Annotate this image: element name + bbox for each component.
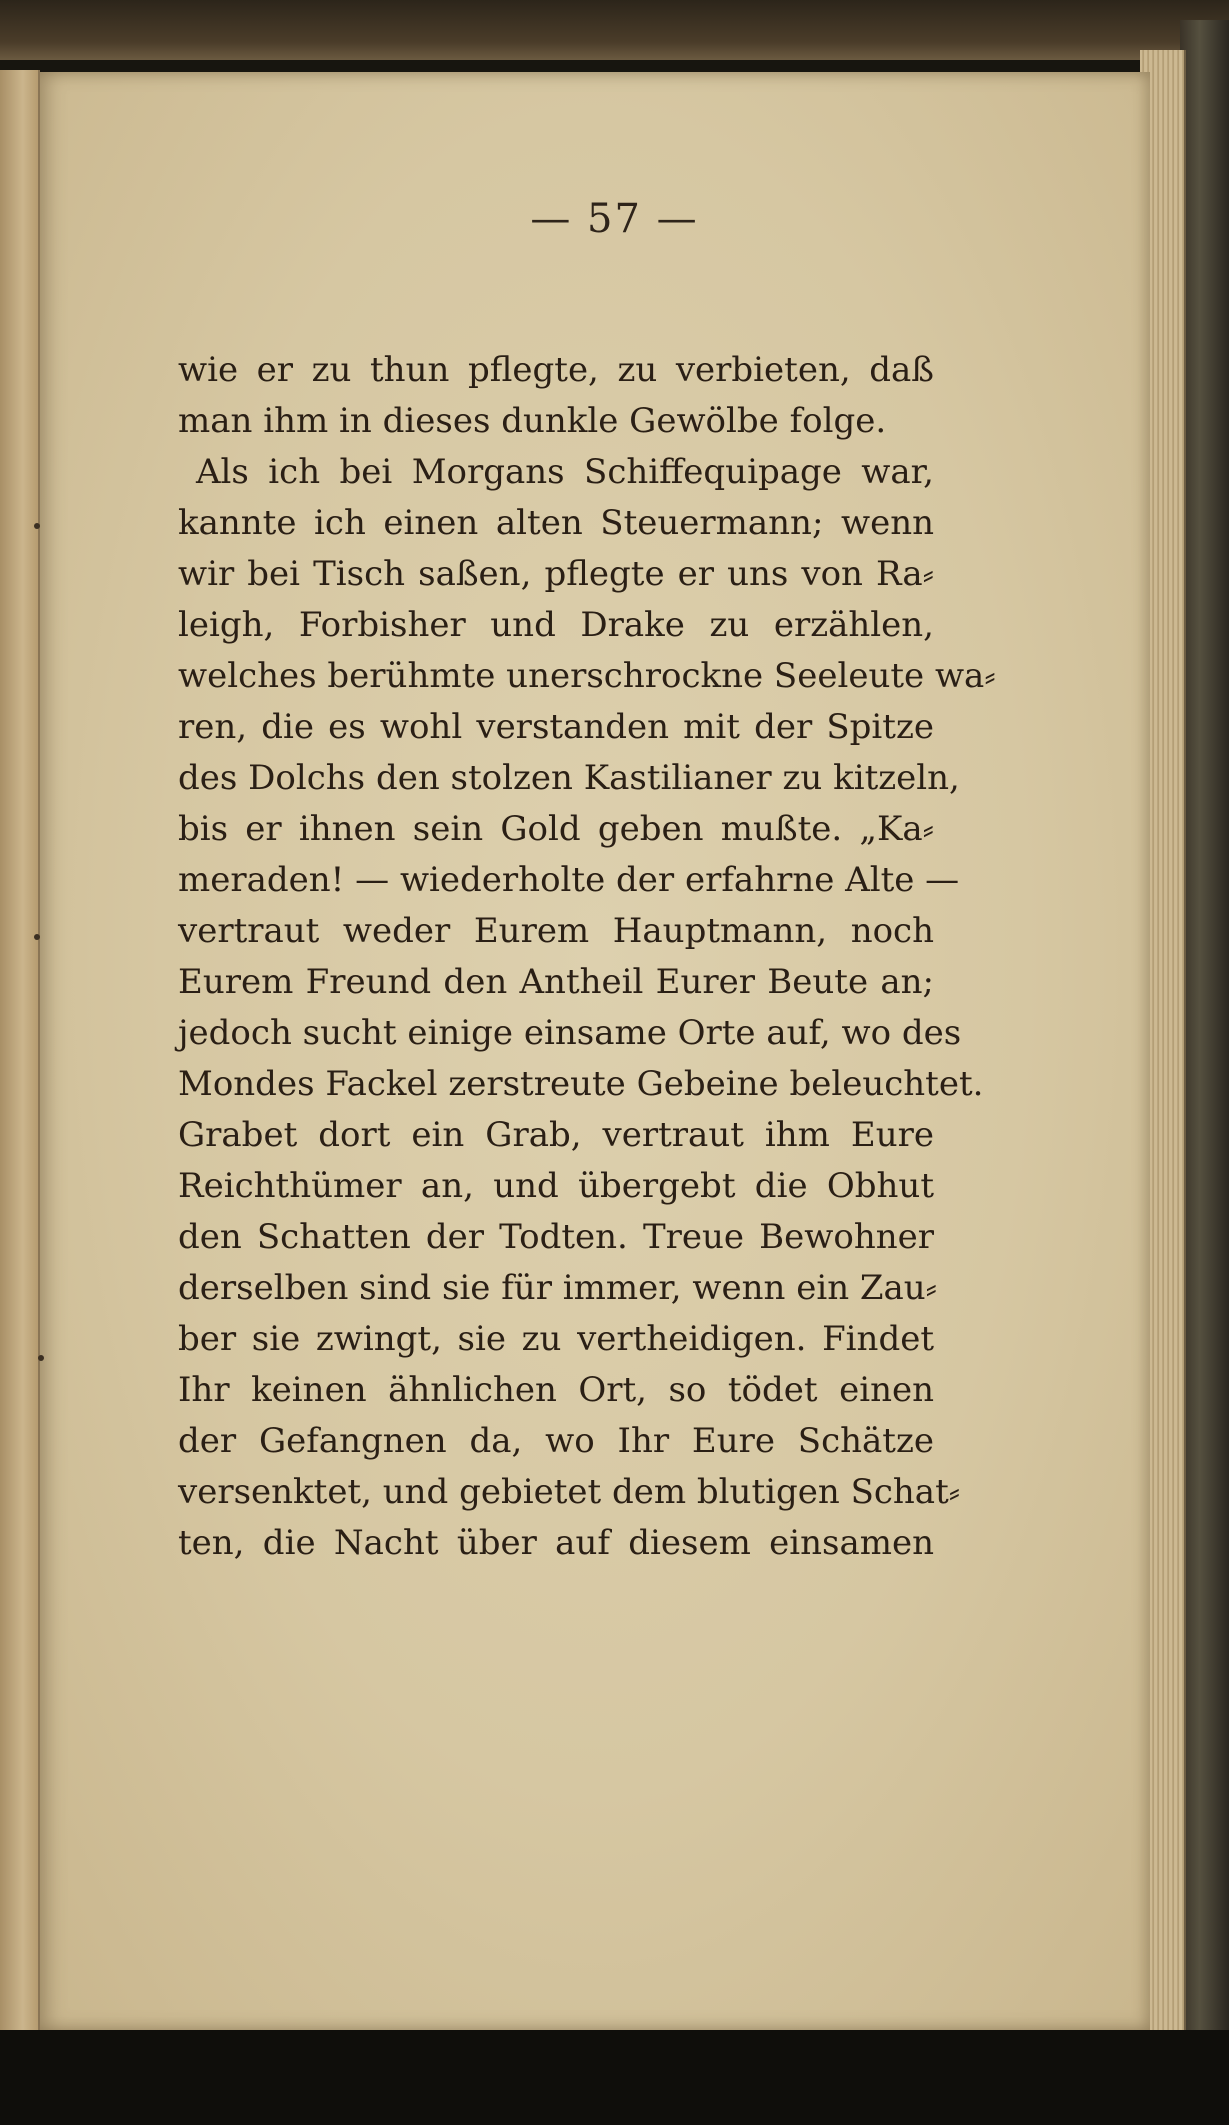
text-line: welches berühmte unerschrockne Seeleute wa⸗ (178, 656, 996, 696)
text-line: derselben sind sie für immer, wenn ein Zau⸗ (178, 1268, 938, 1308)
text-line: kannte ich einen alten Steuermann; wenn (178, 503, 934, 543)
text-line: ten, die Nacht über auf diesem einsamen (178, 1523, 934, 1563)
text-line: leigh, Forbisher und Drake zu erzählen, (178, 605, 934, 645)
text-line: ber sie zwingt, sie zu vertheidigen. Findet (178, 1319, 934, 1359)
text-line: man ihm in dieses dunkle Gewölbe folge. (178, 401, 887, 441)
scan-background-top (0, 0, 1229, 60)
text-line: Reichthümer an, und übergebt die Obhut (178, 1166, 934, 1206)
text-line: vertraut weder Eurem Hauptmann, noch (178, 911, 934, 951)
scan-background-bottom (0, 2030, 1229, 2125)
text-line: wir bei Tisch saßen, pflegte er uns von Ra⸗ (178, 554, 934, 594)
margin-mark (34, 934, 40, 940)
text-line: Ihr keinen ähnlichen Ort, so tödet einen (178, 1370, 934, 1410)
text-line: Grabet dort ein Grab, vertraut ihm Eure (178, 1115, 934, 1155)
text-line: Eurem Freund den Antheil Eurer Beute an; (178, 962, 934, 1002)
text-line: versenktet, und gebietet dem blutigen Schat⸗ (178, 1472, 961, 1512)
margin-mark (38, 1355, 44, 1361)
text-line: des Dolchs den stolzen Kastilianer zu kitzeln, (178, 758, 960, 798)
book-cover-edge (1180, 20, 1229, 2040)
text-line: den Schatten der Todten. Treue Bewohner (178, 1217, 934, 1257)
body-text (178, 345, 996, 1569)
margin-mark (34, 523, 40, 529)
page-number: — 57 — (530, 196, 699, 242)
text-line: jedoch sucht einige einsame Orte auf, wo des (178, 1013, 962, 1053)
text-line: wie er zu thun pflegte, zu verbieten, daß (178, 350, 934, 390)
left-page-edge (0, 70, 40, 2030)
text-line: Als ich bei Morgans Schiffequipage war, (196, 452, 934, 492)
text-line: ren, die es wohl verstanden mit der Spitze (178, 707, 934, 747)
text-line: Mondes Fackel zerstreute Gebeine beleuchtet. (178, 1064, 984, 1104)
text-line: meraden! — wiederholte der erfahrne Alte — (178, 860, 960, 900)
text-line: der Gefangnen da, wo Ihr Eure Schätze (178, 1421, 934, 1461)
text-line: bis er ihnen sein Gold geben mußte. „Ka⸗ (178, 809, 934, 849)
